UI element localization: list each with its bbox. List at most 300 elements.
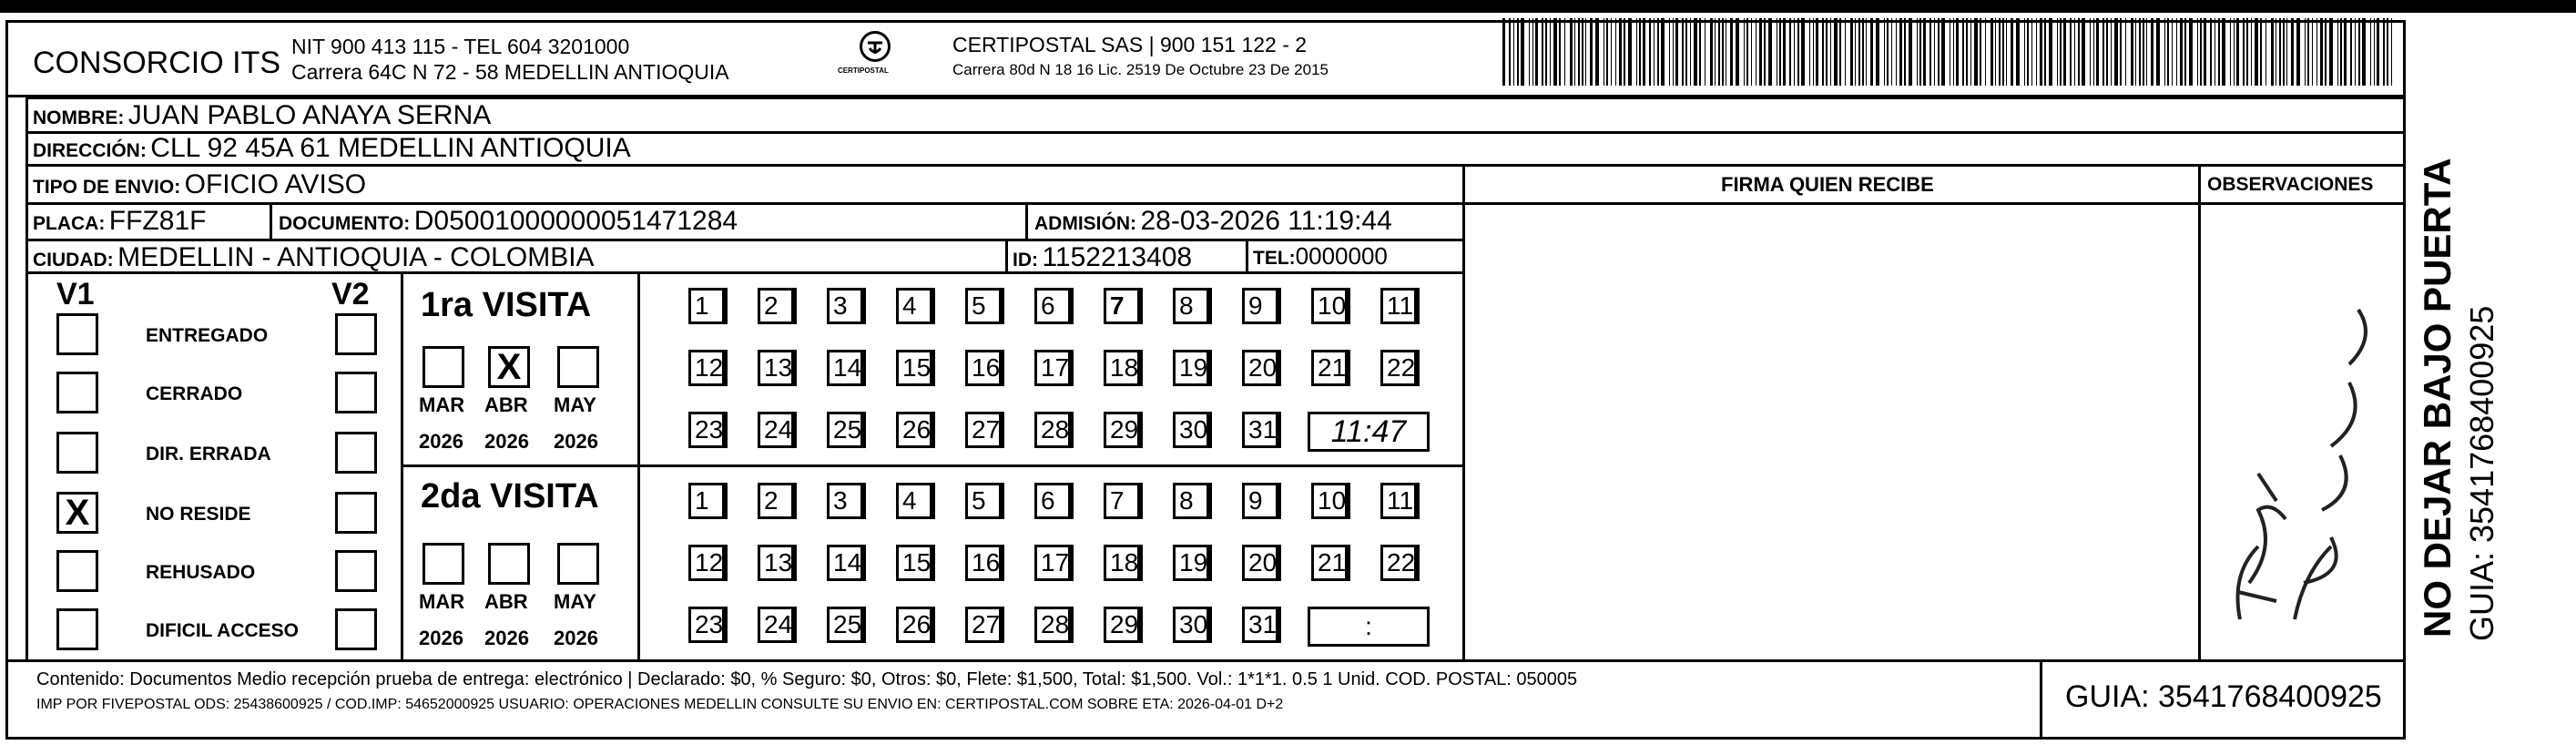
barcode-bar xyxy=(2230,18,2231,86)
barcode-bar xyxy=(1801,18,1805,86)
day-box[interactable]: 5 xyxy=(965,288,1002,324)
month-label: MAR xyxy=(419,590,465,613)
day-box[interactable]: 13 xyxy=(758,545,794,581)
day-box[interactable]: 29 xyxy=(1104,412,1140,448)
barcode-bar xyxy=(2387,18,2388,86)
rule xyxy=(25,164,2406,167)
barcode-bar xyxy=(1899,18,1902,86)
barcode-bar xyxy=(1794,18,1795,86)
barcode-bar xyxy=(1991,18,1993,86)
barcode-bar xyxy=(1917,18,1918,86)
barcode-bar xyxy=(1985,18,1986,86)
barcode-bar xyxy=(2011,18,2013,86)
barcode-bar xyxy=(1909,18,1912,86)
barcode-bar xyxy=(1746,18,1748,86)
barcode-bar xyxy=(1974,18,1978,86)
barcode-bar xyxy=(2271,18,2274,86)
barcode-bar xyxy=(2024,18,2025,86)
barcode-bar xyxy=(1590,18,1593,86)
day-box[interactable]: 5 xyxy=(965,483,1002,519)
barcode-bar xyxy=(2283,18,2285,86)
rule xyxy=(25,239,1464,241)
rule xyxy=(401,464,1464,467)
admision-value: 28-03-2026 11:19:44 xyxy=(1140,206,1392,236)
direccion-label: DIRECCIÓN: xyxy=(33,140,147,161)
day-box[interactable]: 7 xyxy=(1104,288,1140,324)
barcode-bar xyxy=(1744,18,1745,86)
barcode-bar xyxy=(2139,18,2141,86)
v1-label: V1 xyxy=(56,277,95,311)
barcode-bar xyxy=(1628,18,1632,86)
day-box[interactable]: 23 xyxy=(688,607,725,643)
barcode-bar xyxy=(1502,18,1505,86)
barcode-bar xyxy=(1809,18,1810,86)
barcode-bar xyxy=(2370,18,2371,86)
barcode-bar xyxy=(2057,18,2058,86)
barcode-bar xyxy=(1529,18,1530,86)
barcode-bar xyxy=(2090,18,2091,86)
day-box[interactable]: 26 xyxy=(896,412,932,448)
rule xyxy=(25,202,1464,205)
day-box[interactable]: 14 xyxy=(827,350,863,386)
barcode-bar xyxy=(1923,18,1926,86)
barcode-bar xyxy=(2312,18,2313,86)
barcode-bar xyxy=(2260,18,2262,86)
barcode-bar xyxy=(2146,18,2147,86)
month-label: MAY xyxy=(554,393,596,416)
barcode xyxy=(1502,18,2404,86)
v1-checkbox[interactable] xyxy=(56,550,98,592)
v2-checkbox[interactable] xyxy=(335,432,377,474)
day-box[interactable]: 30 xyxy=(1173,607,1209,643)
barcode-bar xyxy=(1995,18,1996,86)
day-box[interactable]: 10 xyxy=(1311,483,1348,519)
top-edge-bar xyxy=(0,0,2576,13)
barcode-bar xyxy=(1532,18,1533,86)
day-box[interactable]: 16 xyxy=(965,350,1002,386)
day-box[interactable]: 9 xyxy=(1242,288,1278,324)
barcode-bar xyxy=(2114,18,2118,86)
day-box[interactable]: 22 xyxy=(1380,545,1417,581)
barcode-bar xyxy=(2151,18,2153,86)
barcode-bar xyxy=(2383,18,2385,86)
barcode-bar xyxy=(2176,18,2177,86)
firma-header: FIRMA QUIEN RECIBE xyxy=(1721,173,1934,196)
barcode-bar xyxy=(1521,18,1524,86)
barcode-bar xyxy=(2337,18,2338,86)
day-box[interactable]: 20 xyxy=(1242,545,1278,581)
day-box[interactable]: 20 xyxy=(1242,350,1278,386)
month-label: ABR xyxy=(484,590,528,613)
barcode-bar xyxy=(2234,18,2235,86)
company-nit-line: NIT 900 413 115 - TEL 604 3201000 xyxy=(291,35,630,58)
barcode-bar xyxy=(2320,18,2323,86)
day-box[interactable]: 28 xyxy=(1034,412,1071,448)
day-box[interactable]: 31 xyxy=(1242,412,1278,448)
v2-checkbox[interactable] xyxy=(335,550,377,592)
barcode-bar xyxy=(2027,18,2029,86)
day-box[interactable]: 11 xyxy=(1380,483,1417,519)
barcode-bar xyxy=(2096,18,2099,86)
barcode-bar xyxy=(1934,18,1935,86)
barcode-bar xyxy=(1816,18,1818,86)
barcode-bar xyxy=(1855,18,1856,86)
barcode-bar xyxy=(1870,18,1873,86)
barcode-bar xyxy=(2120,18,2122,86)
barcode-bar xyxy=(1582,18,1583,86)
barcode-bar xyxy=(1830,18,1831,86)
day-box[interactable]: 8 xyxy=(1173,288,1209,324)
barcode-bar xyxy=(1904,18,1906,86)
month-checkbox[interactable] xyxy=(423,543,464,585)
documento-label: DOCUMENTO: xyxy=(279,213,411,234)
observaciones-header: OBSERVACIONES xyxy=(2207,174,2374,195)
barcode-bar xyxy=(1611,18,1612,86)
visit-time-box[interactable]: 11:47 xyxy=(1308,412,1430,452)
barcode-bar xyxy=(2344,18,2347,86)
v1-checkbox[interactable] xyxy=(56,608,98,650)
barcode-bar xyxy=(1517,18,1519,86)
month-checkbox[interactable] xyxy=(488,346,530,388)
day-box[interactable]: 16 xyxy=(965,545,1002,581)
barcode-bar xyxy=(2197,18,2198,86)
year-label: 2026 xyxy=(484,627,529,649)
barcode-bar xyxy=(2040,18,2042,86)
barcode-bar xyxy=(2060,18,2062,86)
barcode-bar xyxy=(1768,18,1772,86)
checkbox-mark: X xyxy=(65,492,90,533)
barcode-bar xyxy=(1850,18,1853,86)
status-label: DIR. ERRADA xyxy=(146,444,271,464)
barcode-bar xyxy=(1545,18,1547,86)
day-box[interactable]: 21 xyxy=(1311,545,1348,581)
barcode-bar xyxy=(2036,18,2037,86)
barcode-bar xyxy=(1797,18,1799,86)
day-box[interactable]: 25 xyxy=(827,607,863,643)
barcode-bar xyxy=(2125,18,2126,86)
day-box[interactable]: 4 xyxy=(896,288,932,324)
barcode-bar xyxy=(2251,18,2252,86)
day-box[interactable]: 15 xyxy=(896,545,932,581)
barcode-bar xyxy=(1694,18,1697,86)
status-label: ENTREGADO xyxy=(146,325,269,346)
barcode-bar xyxy=(1845,18,1846,86)
barcode-bar xyxy=(2391,18,2392,86)
barcode-bar xyxy=(1690,18,1691,86)
day-box[interactable]: 27 xyxy=(965,412,1002,448)
barcode-bar xyxy=(2377,18,2379,86)
barcode-bar xyxy=(2070,18,2072,86)
barcode-bar xyxy=(2350,18,2352,86)
barcode-bar xyxy=(1789,18,1791,86)
barcode-bar xyxy=(1570,18,1573,86)
barcode-bar xyxy=(1513,18,1514,86)
day-box[interactable]: 17 xyxy=(1034,545,1071,581)
barcode-bar xyxy=(2189,18,2193,86)
barcode-bar xyxy=(1966,18,1968,86)
month-checkbox[interactable] xyxy=(557,543,599,585)
barcode-bar xyxy=(2180,18,2183,86)
id-value: 1152213408 xyxy=(1042,242,1193,272)
day-box[interactable]: 24 xyxy=(758,412,794,448)
day-box[interactable]: 12 xyxy=(688,545,725,581)
barcode-bar xyxy=(1682,18,1684,86)
footer-contenido: Contenido: Documentos Medio recepción prueba de entrega: electrónico | Declarado: $0, % Seguro: $0, Otros: $0, Flete: $1,500, Total: $1,500. Vol.: 1*1*1. 0.5 1 Unid. COD. POSTAL: 050005 xyxy=(36,669,1578,689)
barcode-bar xyxy=(2074,18,2075,86)
direccion-value: CLL 92 45A 61 MEDELLIN ANTIOQUIA xyxy=(150,133,631,163)
side-warning: NO DEJAR BAJO PUERTA xyxy=(2416,158,2459,638)
barcode-bar xyxy=(2063,18,2066,86)
barcode-bar xyxy=(2291,18,2294,86)
documento-value: D05001000000051471284 xyxy=(413,206,738,236)
day-box[interactable]: 10 xyxy=(1311,288,1348,324)
barcode-bar xyxy=(2307,18,2309,86)
day-box[interactable]: 9 xyxy=(1242,483,1278,519)
carrier-line: CERTIPOSTAL SAS | 900 151 122 - 2 xyxy=(952,33,1308,56)
rule xyxy=(25,97,2406,99)
nombre-label: NOMBRE: xyxy=(33,107,125,128)
rule xyxy=(5,659,2406,662)
barcode-bar xyxy=(1980,18,1981,86)
v1-checkbox[interactable] xyxy=(56,492,98,534)
barcode-bar xyxy=(2049,18,2052,86)
barcode-bar xyxy=(1751,18,1752,86)
logo-text: CERTIPOSTAL xyxy=(838,66,889,75)
day-box[interactable]: 26 xyxy=(896,607,932,643)
barcode-bar xyxy=(2358,18,2360,86)
day-box[interactable]: 4 xyxy=(896,483,932,519)
day-box[interactable]: 12 xyxy=(688,350,725,386)
barcode-bar xyxy=(1685,18,1687,86)
barcode-bar xyxy=(1669,18,1670,86)
barcode-bar xyxy=(1826,18,1828,86)
barcode-bar xyxy=(1675,18,1678,86)
day-box[interactable]: 19 xyxy=(1173,350,1209,386)
v2-checkbox[interactable] xyxy=(335,313,377,355)
barcode-bar xyxy=(2296,18,2300,86)
day-box[interactable]: 28 xyxy=(1034,607,1071,643)
barcode-bar xyxy=(1553,18,1557,86)
v2-checkbox[interactable] xyxy=(335,372,377,413)
barcode-bar xyxy=(1619,18,1622,86)
barcode-bar xyxy=(1999,18,2001,86)
day-box[interactable]: 21 xyxy=(1311,350,1348,386)
day-box[interactable]: 8 xyxy=(1173,483,1209,519)
barcode-bar xyxy=(2374,18,2375,86)
ciudad-value: MEDELLIN - ANTIOQUIA - COLOMBIA xyxy=(117,242,595,272)
status-label: REHUSADO xyxy=(146,562,256,583)
barcode-bar xyxy=(1654,18,1655,86)
barcode-bar xyxy=(1574,18,1575,86)
month-label: MAY xyxy=(554,590,596,613)
barcode-bar xyxy=(1718,18,1720,86)
day-box[interactable]: 6 xyxy=(1034,483,1071,519)
barcode-bar xyxy=(1615,18,1616,86)
day-box[interactable]: 24 xyxy=(758,607,794,643)
barcode-bar xyxy=(2184,18,2186,86)
v2-checkbox[interactable] xyxy=(335,608,377,650)
barcode-bar xyxy=(1578,18,1580,86)
barcode-bar xyxy=(2279,18,2281,86)
month-checkbox[interactable] xyxy=(557,346,599,388)
month-checkbox[interactable] xyxy=(488,543,530,585)
barcode-bar xyxy=(1715,18,1716,86)
status-label: DIFICIL ACCESO xyxy=(146,620,300,641)
barcode-bar xyxy=(2218,18,2220,86)
barcode-bar xyxy=(1639,18,1641,86)
year-label: 2026 xyxy=(419,627,463,649)
barcode-bar xyxy=(2210,18,2212,86)
day-box[interactable]: 1 xyxy=(688,483,725,519)
barcode-bar xyxy=(1699,18,1701,86)
day-box[interactable]: 2 xyxy=(758,288,794,324)
barcode-bar xyxy=(2016,18,2020,86)
day-box[interactable]: 14 xyxy=(827,545,863,581)
barcode-bar xyxy=(1595,18,1599,86)
barcode-bar xyxy=(1764,18,1766,86)
v1-checkbox[interactable] xyxy=(56,432,98,474)
barcode-bar xyxy=(1822,18,1824,86)
day-box[interactable]: 23 xyxy=(688,412,725,448)
barcode-bar xyxy=(2340,18,2342,86)
barcode-bar xyxy=(1862,18,1864,86)
v1-checkbox[interactable] xyxy=(56,313,98,355)
barcode-bar xyxy=(1736,18,1739,86)
barcode-bar xyxy=(1929,18,1931,86)
barcode-bar xyxy=(1759,18,1762,86)
status-label: NO RESIDE xyxy=(146,504,251,525)
barcode-bar xyxy=(2265,18,2266,86)
month-checkbox[interactable] xyxy=(423,346,464,388)
barcode-bar xyxy=(2044,18,2046,86)
rule xyxy=(270,202,272,239)
barcode-bar xyxy=(1938,18,1940,86)
barcode-bar xyxy=(1606,18,1608,86)
day-box[interactable]: 17 xyxy=(1034,350,1071,386)
barcode-bar xyxy=(1559,18,1561,86)
barcode-bar xyxy=(2305,18,2306,86)
company-name: CONSORCIO ITS xyxy=(33,46,281,80)
day-box[interactable]: 3 xyxy=(827,483,863,519)
placa-label: PLACA: xyxy=(33,213,106,234)
barcode-bar xyxy=(2106,18,2108,86)
rule xyxy=(1462,164,1465,661)
barcode-bar xyxy=(2255,18,2258,86)
barcode-bar xyxy=(1643,18,1645,86)
barcode-bar xyxy=(1783,18,1786,86)
barcode-bar xyxy=(2111,18,2112,86)
day-box[interactable]: 30 xyxy=(1173,412,1209,448)
barcode-bar xyxy=(1535,18,1538,86)
day-box[interactable]: 7 xyxy=(1104,483,1140,519)
barcode-bar xyxy=(1884,18,1885,86)
barcode-bar xyxy=(2082,18,2085,86)
day-box[interactable]: 15 xyxy=(896,350,932,386)
day-box[interactable]: 18 xyxy=(1104,350,1140,386)
company-address-line: Carrera 64C N 72 - 58 MEDELLIN ANTIOQUIA xyxy=(291,60,729,84)
barcode-bar xyxy=(2222,18,2225,86)
barcode-bar xyxy=(2078,18,2080,86)
visit-time-box[interactable]: : xyxy=(1308,607,1430,647)
rule xyxy=(25,95,28,661)
first-visit-title: 1ra VISITA xyxy=(421,286,592,324)
barcode-bar xyxy=(1962,18,1964,86)
day-box[interactable]: 29 xyxy=(1104,607,1140,643)
day-box[interactable]: 25 xyxy=(827,412,863,448)
tipo-envio-label: TIPO DE ENVIO: xyxy=(33,177,181,198)
barcode-bar xyxy=(2167,18,2169,86)
day-box[interactable]: 3 xyxy=(827,288,863,324)
year-label: 2026 xyxy=(419,430,463,453)
barcode-bar xyxy=(2131,18,2133,86)
barcode-bar xyxy=(1956,18,1959,86)
day-box[interactable]: 13 xyxy=(758,350,794,386)
day-box[interactable]: 31 xyxy=(1242,607,1278,643)
barcode-bar xyxy=(1710,18,1713,86)
barcode-bar xyxy=(2243,18,2245,86)
day-box[interactable]: 6 xyxy=(1034,288,1071,324)
barcode-bar xyxy=(1834,18,1838,86)
handwritten-signature xyxy=(2222,273,2386,638)
tel-label: TEL: xyxy=(1253,248,1296,269)
barcode-bar xyxy=(1509,18,1511,86)
tipo-envio-value: OFICIO AVISO xyxy=(184,169,367,199)
day-box[interactable]: 18 xyxy=(1104,545,1140,581)
day-box[interactable]: 11 xyxy=(1380,288,1417,324)
barcode-bar xyxy=(2204,18,2206,86)
day-box[interactable]: 19 xyxy=(1173,545,1209,581)
v2-checkbox[interactable] xyxy=(335,492,377,534)
barcode-bar xyxy=(1919,18,1921,86)
barcode-bar xyxy=(1891,18,1892,86)
barcode-bar xyxy=(1550,18,1551,86)
day-box[interactable]: 22 xyxy=(1380,350,1417,386)
certipostal-logo-icon xyxy=(860,31,891,62)
tel-value: 0000000 xyxy=(1295,242,1388,270)
month-label: MAR xyxy=(419,393,465,416)
year-label: 2026 xyxy=(484,430,529,453)
v1-checkbox[interactable] xyxy=(56,372,98,413)
barcode-bar xyxy=(2103,18,2104,86)
barcode-bar xyxy=(1673,18,1674,86)
barcode-bar xyxy=(2002,18,2004,86)
year-label: 2026 xyxy=(554,627,598,649)
barcode-bar xyxy=(2172,18,2173,86)
footer-impresion: IMP POR FIVEPOSTAL ODS: 25438600925 / COD.IMP: 54652000925 USUARIO: OPERACIONES MEDELLIN CONSULTE SU ENVIO EN: CERTIPOSTAL.COM SOBRE ETA: 2026-04-01 D+2 xyxy=(36,697,1284,712)
v2-label: V2 xyxy=(331,277,370,311)
barcode-bar xyxy=(1858,18,1860,86)
day-box[interactable]: 2 xyxy=(758,483,794,519)
placa-value: FFZ81F xyxy=(108,206,207,236)
day-box[interactable]: 1 xyxy=(688,288,725,324)
barcode-bar xyxy=(1585,18,1586,86)
barcode-bar xyxy=(1542,18,1543,86)
barcode-bar xyxy=(1636,18,1637,86)
barcode-bar xyxy=(1722,18,1724,86)
rule xyxy=(1462,202,2406,205)
rule xyxy=(1005,239,1008,271)
barcode-bar xyxy=(2156,18,2160,86)
barcode-bar xyxy=(1813,18,1814,86)
barcode-bar xyxy=(1839,18,1841,86)
day-box[interactable]: 27 xyxy=(965,607,1002,643)
barcode-bar xyxy=(2143,18,2144,86)
barcode-bar xyxy=(1887,18,1889,86)
second-visit-title: 2da VISITA xyxy=(421,477,599,515)
status-label: CERRADO xyxy=(146,383,243,404)
barcode-bar xyxy=(1730,18,1733,86)
barcode-bar xyxy=(2135,18,2136,86)
